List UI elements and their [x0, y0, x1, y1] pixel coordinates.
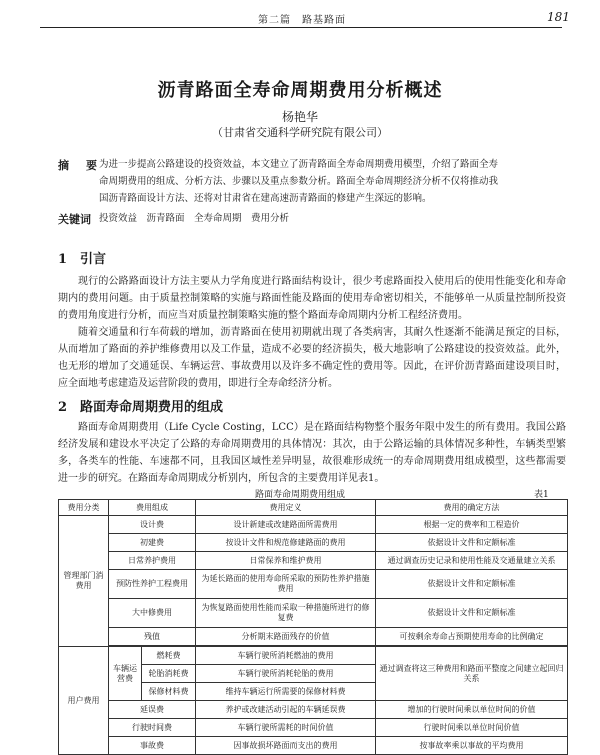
paper-title: 沥青路面全寿命周期费用分析概述 [157, 80, 443, 101]
table-cell: 按设计文件和规范修建路面的费用 [196, 534, 376, 552]
table-cell: 分析期末路面残存的价值 [196, 628, 376, 646]
table-cell: 依据设计文件和定额标准 [376, 534, 568, 552]
table-cell: 车辆行驶所需耗的时间价值 [196, 719, 376, 737]
table-cell: 维持车辆运行所需要的保修材料费 [196, 683, 376, 701]
table-cell: 按事故率乘以事故的平均费用 [376, 737, 568, 755]
table-cell: 行驶时间费 [109, 719, 196, 737]
table-cell: 预防性养护工程费用 [109, 570, 196, 599]
table-cell: 事故费 [109, 737, 196, 755]
section-heading: 1 引言 [58, 252, 107, 267]
table-header-cell: 费用的确定方法 [376, 500, 568, 516]
abstract-line: 国沥青路面设计方法、还将对甘肃省在建高速沥青路面的修建产生深远的影响。 [99, 193, 432, 204]
running-header-section: 第二篇 路基路面 [258, 15, 346, 26]
table-cell: 轮胎消耗费 [142, 665, 196, 683]
table-cell: 为延长路面的使用寿命所采取的预防性养护措施费用 [196, 570, 376, 599]
table-cell: 可按剩余寿命占预期使用寿命的比例确定 [376, 628, 568, 646]
paragraph: 现行的公路路面设计方法主要从力学角度进行路面结构设计，很少考虑路面投入使用后的使用性能变化和寿命期内的费用问题。由于质量控制策略的实施与路面性能及路面的使用寿命密切相关，不能够单一从质量控制所投资的费用角度进行分析，而应当对质量控制策略实施的整个路面寿命周期内分析工程经济费用。 [58, 276, 566, 321]
table-cell: 养护或改建活动引起的车辆延误费 [196, 701, 376, 719]
category-agency: 管理部门消费用 [59, 516, 109, 647]
page-number: 181 [547, 10, 570, 24]
header-rule [40, 27, 562, 28]
table-header-cell: 费用分类 [59, 500, 109, 516]
table-cell: 通过调查将这三种费用和路面平整度之间建立起回归关系 [376, 647, 568, 701]
table-cell: 车辆行驶所消耗轮胎的费用 [196, 665, 376, 683]
vehicle-group: 车辆运营费 [109, 647, 142, 701]
table-cell: 为恢复路面使用性能而采取一种措施所进行的修复费 [196, 599, 376, 628]
table-number: 表1 [534, 490, 549, 500]
table-cell: 根据一定的费率和工程造价 [376, 516, 568, 534]
table-header-cell: 费用定义 [196, 500, 376, 516]
keywords-text: 投资效益 沥青路面 全寿命周期 费用分析 [99, 213, 290, 224]
table-cell: 因事故损坏路面而支出的费用 [196, 737, 376, 755]
table-cell: 设计费 [109, 516, 196, 534]
table-cell: 日常养护费用 [109, 552, 196, 570]
table-cell: 增加的行驶时间乘以单位时间的价值 [376, 701, 568, 719]
abstract-line: 命周期费用的组成、分析方法、步骤以及重点参数分析。路面全寿命周期经济分析不仅将推动我 [99, 176, 499, 187]
abstract-line: 为进一步提高公路建设的投资效益，本文建立了沥青路面全寿命周期费用模型，介绍了路面全寿 [99, 159, 499, 170]
table-cell: 依据设计文件和定额标准 [376, 570, 568, 599]
table-cell: 行驶时间乘以单位时间价值 [376, 719, 568, 737]
abstract-text [99, 156, 561, 207]
affiliation: （甘肃省交通科学研究院有限公司） [212, 126, 388, 139]
cost-composition-table [58, 499, 568, 755]
paragraph: 路面寿命周期费用（Life Cycle Costing，LCC）是在路面结构物整个服务年限中发生的所有费用。我国公路经济发展和建设水平决定了公路的寿命周期费用的具体情况：其次，由于公路运输的具体情况多种性，车辆类型繁多，各类车的性能、车速都不同，且我国区域性差异明显，故很难形成统一的寿命周期费用组成模型，这些都需要进一步的研究。在路面寿命周期成分析别内，所包含的主要费用详见表1。 [58, 422, 566, 484]
category-user: 用户费用 [59, 647, 109, 755]
table-cell: 日常保养和维护费用 [196, 552, 376, 570]
table-cell: 延误费 [109, 701, 196, 719]
table-cell: 燃耗费 [142, 647, 196, 665]
table-cell: 设计新建或改建路面所需费用 [196, 516, 376, 534]
table-cell: 通过调查历史记录和使用性能及交通量建立关系 [376, 552, 568, 570]
table-header-cell: 费用组成 [109, 500, 196, 516]
table-cell: 大中修费用 [109, 599, 196, 628]
table-title: 路面寿命周期费用组成 [254, 490, 345, 500]
table-cell: 车辆行驶所消耗燃油的费用 [196, 647, 376, 665]
author: 杨艳华 [281, 110, 318, 124]
table-cell: 依据设计文件和定额标准 [376, 599, 568, 628]
table-cell: 残值 [109, 628, 196, 646]
paragraph: 随着交通量和行车荷载的增加，沥青路面在使用初期就出现了各类病害，其耐久性逐渐不能满足预定的目标，从而增加了路面的养护维修费用以及工作量，造成不必要的经济损失，极大地影响了公路建设的投资效益。此外，也无形的增加了交通延误、车辆运营、事故费用以及许多不确定性的费用等。因此，在评价沥青路面建设项目时，应全面地考虑建造及运营阶段的费用，即进行全寿命经济分析。 [58, 327, 566, 389]
abstract-label: 摘 要 [58, 159, 100, 172]
keywords-label: 关键词 [58, 213, 91, 226]
table-cell: 保修材料费 [142, 683, 196, 701]
table-cell: 初建费 [109, 534, 196, 552]
section-heading: 2 路面寿命周期费用的组成 [58, 400, 224, 415]
